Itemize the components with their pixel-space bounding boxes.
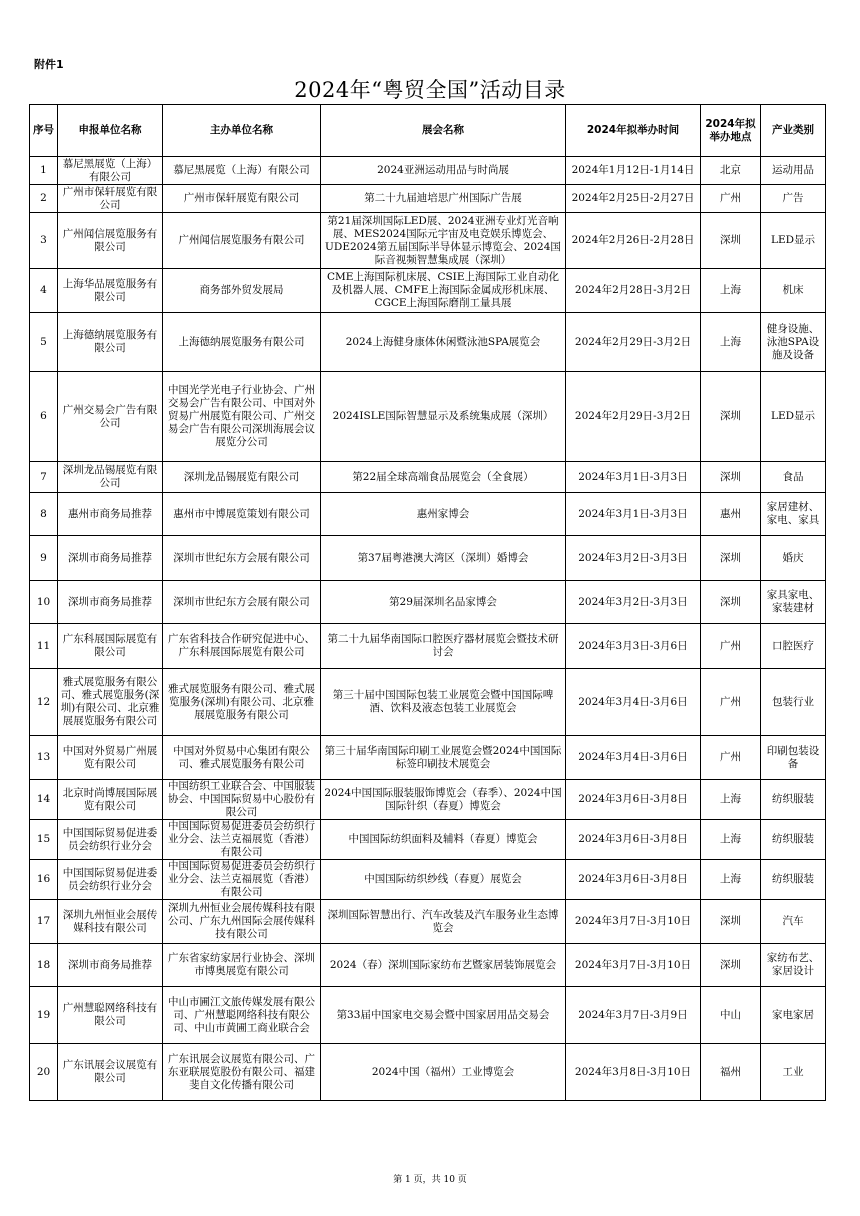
- exhibition-cell: 第21届深圳国际LED展、2024亚洲专业灯光音响展、MES2024国际元宇宙及电竞娱乐博览会、UDE2024第五届国际半导体显示博览会、2024国际音视频智慧集成展（深圳）: [321, 213, 566, 269]
- organizer-cell: 广东省科技合作研究促进中心、广东科展国际展览有限公司: [163, 624, 321, 669]
- table-header-row: [30, 105, 826, 157]
- applicant-cell: 深圳市商务局推荐: [58, 581, 163, 624]
- table-row: [30, 944, 826, 987]
- table-row: [30, 1044, 826, 1101]
- table-row: [30, 669, 826, 736]
- row-index: 12: [30, 669, 58, 736]
- row-index: 2: [30, 185, 58, 213]
- applicant-cell: 上海德纳展览服务有限公司: [58, 313, 163, 372]
- applicant-cell: 深圳龙品锡展览有限公司: [58, 462, 163, 493]
- applicant-cell: 雅式展览服务有限公司、雅式展览服务(深圳)有限公司、北京雅展展览服务有限公司: [58, 669, 163, 736]
- organizer-cell: 广东讯展会议展览有限公司、广东亚联展览股份有限公司、福建斐自文化传播有限公司: [163, 1044, 321, 1101]
- city-cell: 深圳: [701, 462, 761, 493]
- date-cell: 2024年2月29日-3月2日: [566, 313, 701, 372]
- organizer-cell: 广东省家纺家居行业协会、深圳市博奥展览有限公司: [163, 944, 321, 987]
- city-cell: 上海: [701, 860, 761, 900]
- industry-cell: 纺织服装: [761, 820, 826, 860]
- exhibition-cell: 中国国际纺织纱线（春夏）展览会: [321, 860, 566, 900]
- exhibition-cell: 2024（春）深圳国际家纺布艺暨家居装饰展览会: [321, 944, 566, 987]
- page-title: 2024年“粤贸全国”活动目录: [294, 78, 566, 102]
- applicant-cell: 中国国际贸易促进委员会纺织行业分会: [58, 820, 163, 860]
- table-row: [30, 820, 826, 860]
- industry-cell: 家电家居: [761, 987, 826, 1044]
- city-cell: 深圳: [701, 536, 761, 581]
- header-organizer: 主办单位名称: [163, 105, 321, 157]
- date-cell: 2024年3月7日-3月10日: [566, 900, 701, 944]
- exhibition-cell: 中国国际纺织面料及辅料（春夏）博览会: [321, 820, 566, 860]
- exhibition-cell: 2024亚洲运动用品与时尚展: [321, 157, 566, 185]
- exhibition-cell: CME上海国际机床展、CSIE上海国际工业自动化及机器人展、CMFE上海国际金属成形机床展、CGCE上海国际磨削工量具展: [321, 269, 566, 313]
- industry-cell: 纺织服装: [761, 780, 826, 820]
- city-cell: 上海: [701, 820, 761, 860]
- applicant-cell: 中国国际贸易促进委员会纺织行业分会: [58, 860, 163, 900]
- applicant-cell: 广东科展国际展览有限公司: [58, 624, 163, 669]
- applicant-cell: 深圳九州恒业会展传媒科技有限公司: [58, 900, 163, 944]
- city-cell: 上海: [701, 269, 761, 313]
- table-row: [30, 313, 826, 372]
- city-cell: 广州: [701, 185, 761, 213]
- table-row: [30, 536, 826, 581]
- row-index: 20: [30, 1044, 58, 1101]
- industry-cell: 广告: [761, 185, 826, 213]
- table-row: [30, 736, 826, 780]
- page-footer: 第 1 页，共 10 页: [393, 1175, 467, 1185]
- city-cell: 深圳: [701, 900, 761, 944]
- header-date: 2024年拟举办时间: [566, 105, 701, 157]
- city-cell: 中山: [701, 987, 761, 1044]
- applicant-cell: 广州市保轩展览有限公司: [58, 185, 163, 213]
- city-cell: 广州: [701, 669, 761, 736]
- date-cell: 2024年3月4日-3月6日: [566, 669, 701, 736]
- applicant-cell: 广州闻信展览服务有限公司: [58, 213, 163, 269]
- organizer-cell: 深圳九州恒业会展传媒科技有限公司、广东九州国际会展传媒科技有限公司: [163, 900, 321, 944]
- applicant-cell: 深圳市商务局推荐: [58, 944, 163, 987]
- exhibition-cell: 第二十九届华南国际口腔医疗器材展览会暨技术研讨会: [321, 624, 566, 669]
- city-cell: 惠州: [701, 493, 761, 536]
- exhibition-cell: 2024中国（福州）工业博览会: [321, 1044, 566, 1101]
- industry-cell: 包装行业: [761, 669, 826, 736]
- exhibition-cell: 第22届全球高端食品展览会（全食展）: [321, 462, 566, 493]
- date-cell: 2024年3月7日-3月10日: [566, 944, 701, 987]
- city-cell: 广州: [701, 736, 761, 780]
- applicant-cell: 广东讯展会议展览有限公司: [58, 1044, 163, 1101]
- date-cell: 2024年3月1日-3月3日: [566, 462, 701, 493]
- date-cell: 2024年3月2日-3月3日: [566, 536, 701, 581]
- header-city: 2024年拟举办地点: [701, 105, 761, 157]
- row-index: 19: [30, 987, 58, 1044]
- row-index: 6: [30, 372, 58, 462]
- industry-cell: 婚庆: [761, 536, 826, 581]
- organizer-cell: 中国国际贸易促进委员会纺织行业分会、法兰克福展览（香港）有限公司: [163, 820, 321, 860]
- city-cell: 福州: [701, 1044, 761, 1101]
- applicant-cell: 惠州市商务局推荐: [58, 493, 163, 536]
- industry-cell: 运动用品: [761, 157, 826, 185]
- date-cell: 2024年1月12日-1月14日: [566, 157, 701, 185]
- organizer-cell: 慕尼黑展览（上海）有限公司: [163, 157, 321, 185]
- industry-cell: 口腔医疗: [761, 624, 826, 669]
- city-cell: 深圳: [701, 213, 761, 269]
- city-cell: 北京: [701, 157, 761, 185]
- exhibition-cell: 深圳国际智慧出行、汽车改装及汽车服务业生态博览会: [321, 900, 566, 944]
- organizer-cell: 中国纺织工业联合会、中国服装协会、中国国际贸易中心股份有限公司: [163, 780, 321, 820]
- row-index: 4: [30, 269, 58, 313]
- date-cell: 2024年2月29日-3月2日: [566, 372, 701, 462]
- exhibition-cell: 2024中国国际服装服饰博览会（春季）、2024中国国际针织（春夏）博览会: [321, 780, 566, 820]
- exhibition-cell: 第三十届中国国际包装工业展览会暨中国国际啤酒、饮料及液态包装工业展览会: [321, 669, 566, 736]
- city-cell: 深圳: [701, 944, 761, 987]
- applicant-cell: 慕尼黑展览（上海）有限公司: [58, 157, 163, 185]
- exhibition-cell: 2024上海健身康体休闲暨泳池SPA展览会: [321, 313, 566, 372]
- exhibition-cell: 2024ISLE国际智慧显示及系统集成展（深圳）: [321, 372, 566, 462]
- header-applicant: 申报单位名称: [58, 105, 163, 157]
- row-index: 10: [30, 581, 58, 624]
- applicant-cell: 中国对外贸易广州展览有限公司: [58, 736, 163, 780]
- city-cell: 上海: [701, 313, 761, 372]
- organizer-cell: 中山市圃江文旅传媒发展有限公司、广州慧聪网络科技有限公司、中山市黄圃工商业联合会: [163, 987, 321, 1044]
- row-index: 7: [30, 462, 58, 493]
- date-cell: 2024年3月3日-3月6日: [566, 624, 701, 669]
- date-cell: 2024年2月26日-2月28日: [566, 213, 701, 269]
- organizer-cell: 商务部外贸发展局: [163, 269, 321, 313]
- date-cell: 2024年3月7日-3月9日: [566, 987, 701, 1044]
- row-index: 15: [30, 820, 58, 860]
- table-row: [30, 157, 826, 185]
- exhibition-cell: 第29届深圳名品家博会: [321, 581, 566, 624]
- city-cell: 上海: [701, 780, 761, 820]
- row-index: 11: [30, 624, 58, 669]
- date-cell: 2024年3月4日-3月6日: [566, 736, 701, 780]
- table-row: [30, 213, 826, 269]
- row-index: 9: [30, 536, 58, 581]
- exhibition-cell: 第二十九届迪培思广州国际广告展: [321, 185, 566, 213]
- industry-cell: 纺织服装: [761, 860, 826, 900]
- table-row: [30, 900, 826, 944]
- date-cell: 2024年3月1日-3月3日: [566, 493, 701, 536]
- table-row: [30, 780, 826, 820]
- industry-cell: 家纺布艺、家居设计: [761, 944, 826, 987]
- table-row: [30, 493, 826, 536]
- row-index: 8: [30, 493, 58, 536]
- industry-cell: 家具家电、家装建材: [761, 581, 826, 624]
- table-row: [30, 185, 826, 213]
- row-index: 17: [30, 900, 58, 944]
- applicant-cell: 上海华品展览服务有限公司: [58, 269, 163, 313]
- industry-cell: 工业: [761, 1044, 826, 1101]
- table-row: [30, 987, 826, 1044]
- table-row: [30, 372, 826, 462]
- date-cell: 2024年3月8日-3月10日: [566, 1044, 701, 1101]
- row-index: 1: [30, 157, 58, 185]
- exhibition-cell: 第三十届华南国际印刷工业展览会暨2024中国国际标签印刷技术展览会: [321, 736, 566, 780]
- applicant-cell: 北京时尚博展国际展览有限公司: [58, 780, 163, 820]
- attachment-label: 附件1: [34, 58, 64, 71]
- industry-cell: 印刷包装设备: [761, 736, 826, 780]
- table-row: [30, 269, 826, 313]
- applicant-cell: 广州慧聪网络科技有限公司: [58, 987, 163, 1044]
- organizer-cell: 广州闻信展览服务有限公司: [163, 213, 321, 269]
- industry-cell: 健身设施、泳池SPA设施及设备: [761, 313, 826, 372]
- organizer-cell: 中国对外贸易中心集团有限公司、雅式展览服务有限公司: [163, 736, 321, 780]
- table-row: [30, 581, 826, 624]
- row-index: 3: [30, 213, 58, 269]
- row-index: 14: [30, 780, 58, 820]
- exhibition-cell: 惠州家博会: [321, 493, 566, 536]
- city-cell: 广州: [701, 624, 761, 669]
- organizer-cell: 雅式展览服务有限公司、雅式展览服务(深圳)有限公司、北京雅展展览服务有限公司: [163, 669, 321, 736]
- date-cell: 2024年3月6日-3月8日: [566, 780, 701, 820]
- city-cell: 深圳: [701, 372, 761, 462]
- date-cell: 2024年2月25日-2月27日: [566, 185, 701, 213]
- header-index: 序号: [30, 105, 58, 157]
- organizer-cell: 惠州市中博展览策划有限公司: [163, 493, 321, 536]
- exhibition-cell: 第37届粤港澳大湾区（深圳）婚博会: [321, 536, 566, 581]
- industry-cell: 食品: [761, 462, 826, 493]
- city-cell: 深圳: [701, 581, 761, 624]
- table-row: [30, 462, 826, 493]
- industry-cell: 机床: [761, 269, 826, 313]
- industry-cell: 汽车: [761, 900, 826, 944]
- date-cell: 2024年3月6日-3月8日: [566, 860, 701, 900]
- applicant-cell: 广州交易会广告有限公司: [58, 372, 163, 462]
- table-row: [30, 624, 826, 669]
- row-index: 18: [30, 944, 58, 987]
- organizer-cell: 中国国际贸易促进委员会纺织行业分会、法兰克福展览（香港）有限公司: [163, 860, 321, 900]
- activity-catalog-table: [29, 104, 826, 1101]
- date-cell: 2024年3月6日-3月8日: [566, 820, 701, 860]
- date-cell: 2024年3月2日-3月3日: [566, 581, 701, 624]
- organizer-cell: 中国光学光电子行业协会、广州交易会广告有限公司、中国对外贸易广州展览有限公司、广州交易会广告有限公司深圳海展会议展览分公司: [163, 372, 321, 462]
- table-row: [30, 860, 826, 900]
- row-index: 16: [30, 860, 58, 900]
- header-industry: 产业类别: [761, 105, 826, 157]
- industry-cell: LED显示: [761, 372, 826, 462]
- organizer-cell: 深圳龙品锡展览有限公司: [163, 462, 321, 493]
- organizer-cell: 广州市保轩展览有限公司: [163, 185, 321, 213]
- industry-cell: LED显示: [761, 213, 826, 269]
- industry-cell: 家居建材、家电、家具: [761, 493, 826, 536]
- date-cell: 2024年2月28日-3月2日: [566, 269, 701, 313]
- header-exhibition: 展会名称: [321, 105, 566, 157]
- applicant-cell: 深圳市商务局推荐: [58, 536, 163, 581]
- organizer-cell: 深圳市世纪东方会展有限公司: [163, 536, 321, 581]
- organizer-cell: 上海德纳展览服务有限公司: [163, 313, 321, 372]
- row-index: 13: [30, 736, 58, 780]
- row-index: 5: [30, 313, 58, 372]
- exhibition-cell: 第33届中国家电交易会暨中国家居用品交易会: [321, 987, 566, 1044]
- organizer-cell: 深圳市世纪东方会展有限公司: [163, 581, 321, 624]
